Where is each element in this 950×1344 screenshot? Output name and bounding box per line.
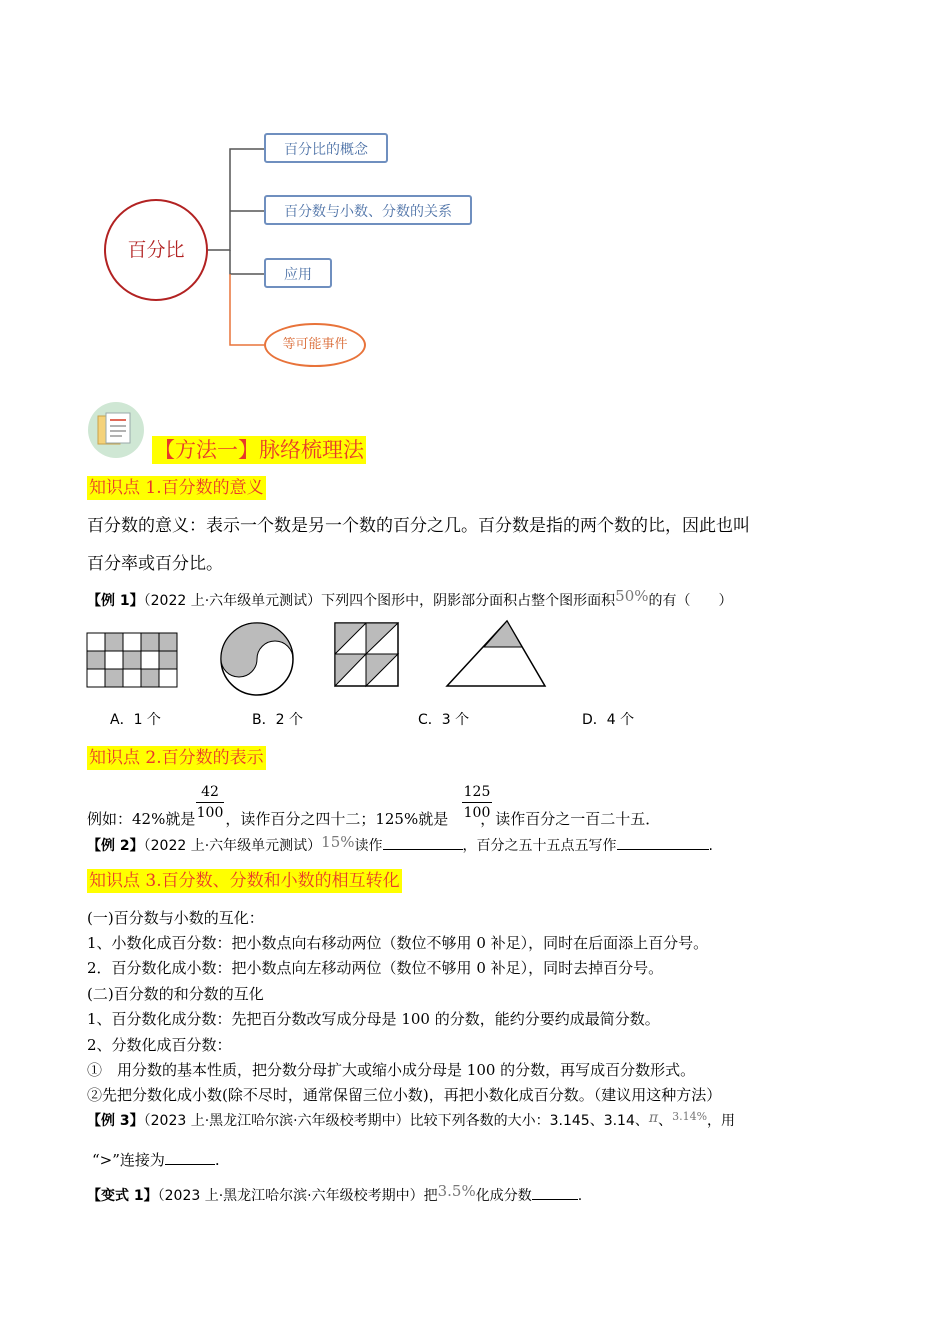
var1-label: 【变式 1】 (87, 1188, 158, 1204)
var1-end: . (577, 1188, 583, 1204)
fraction-denominator: 100 (463, 805, 491, 821)
kp2-example-part1: 例如：42%就是 (87, 810, 196, 828)
ex2-answer-blank-1[interactable] (383, 835, 463, 850)
kp2-title: 知识点 2.百分数的表示 (89, 748, 264, 768)
kp2-example-part3: ，读作百分之一百二十五． (480, 810, 661, 828)
figure-circle-yinyang (218, 620, 296, 698)
kp3-line-5: 1、百分数化成分数：先把百分数改写成分母是 100 的分数，能约分要约成最简分数。 (87, 1010, 660, 1028)
ex1-text: 下列四个图形中，阴影部分面积占整个图形面积 (321, 593, 616, 609)
ex2-text1: 读作 (354, 838, 383, 854)
var1-question (87, 1182, 583, 1206)
ex2-source: （2022 上·六年级单元测试） (143, 838, 322, 854)
ex3-source: （2023 上·黑龙江哈尔滨·六年级校考期中） (143, 1113, 410, 1129)
fraction-numerator: 125 (463, 784, 491, 800)
document-icon (88, 402, 144, 458)
ex3-pi: π (648, 1110, 659, 1126)
figure-triangle (444, 618, 548, 690)
kp3-line-6: 2、分数化成百分数： (87, 1036, 232, 1054)
ex1-source: （2022 上·六年级单元测试） (143, 593, 322, 609)
kp1-text-line1: 百分数的意义：表示一个数是另一个数的百分之几。百分数是指的两个数的比，因此也叫 (87, 516, 750, 536)
ex1-question (87, 587, 733, 611)
ex2-text2: ，百分之五十五点五写作 (462, 838, 617, 854)
ex1-label: 【例 1】 (87, 593, 144, 609)
mindmap-branch-application: 应用 (264, 258, 332, 288)
kp3-title: 知识点 3.百分数、分数和小数的相互转化 (89, 871, 400, 891)
var1-answer-blank[interactable] (532, 1185, 578, 1200)
ex2-percent: 15% (321, 833, 355, 851)
figure-grid-checker (86, 632, 180, 688)
ex2-question (87, 835, 713, 856)
var1-text1: 把 (423, 1188, 438, 1204)
ex2-end: . (708, 838, 713, 854)
ex3-end: . (214, 1151, 220, 1169)
ex1-text-end: 的有（ ） (648, 593, 733, 609)
kp2-example (87, 809, 660, 829)
kp3-line-4: (二)百分数的和分数的互化 (87, 985, 264, 1003)
ex2-answer-blank-2[interactable] (617, 835, 709, 850)
ex3-line2 (92, 1150, 220, 1170)
ex1-choice-a: A．1 个 (110, 712, 161, 728)
ex3-sep: 、 (658, 1113, 673, 1129)
mindmap-root: 百分比 (104, 199, 208, 301)
ex1-choice-c: C．3 个 (418, 712, 470, 728)
kp3-line-2: 1、小数化成百分数：把小数点向右移动两位（数位不够用 0 补足），同时在后面添上百分号。 (87, 934, 709, 952)
var1-text2: 化成分数 (475, 1188, 532, 1204)
ex3-pct: 3.14% (672, 1110, 708, 1123)
ex3-label: 【例 3】 (87, 1113, 144, 1129)
kp3-line-8: ②先把分数化成小数(除不尽时，通常保留三位小数)，再把小数化成百分数。（建议用这种方法） (87, 1086, 722, 1104)
kp3-line-1: (一)百分数与小数的互化： (87, 909, 264, 927)
ex1-choice-b: B．2 个 (252, 712, 303, 728)
ex3-after: ，用 (707, 1113, 736, 1129)
figure-square-triangles (334, 622, 400, 688)
kp1-text-line2: 百分率或百分比。 (87, 554, 223, 574)
ex3-question (87, 1111, 735, 1132)
ex2-label: 【例 2】 (87, 838, 144, 854)
method-title: 【方法一】脉络梳理法 (154, 438, 364, 462)
ex3-line2-text: “>”连接为 (92, 1151, 165, 1169)
ex1-choice-d: D．4 个 (582, 712, 635, 728)
ex1-percent: 50% (615, 587, 649, 605)
mindmap-branch-relation: 百分数与小数、分数的关系 (264, 195, 472, 225)
mindmap-branch-concept: 百分比的概念 (264, 133, 388, 163)
fraction-numerator: 42 (201, 784, 219, 800)
kp3-line-7: ① 用分数的基本性质，把分数分母扩大或缩小成分母是 100 的分数，再写成百分数形式。 (87, 1061, 696, 1079)
kp2-example-part2: ，读作百分之四十二；125%就是 (225, 810, 449, 828)
mindmap-branch-event: 等可能事件 (264, 323, 366, 367)
var1-pct: 3.5% (437, 1182, 476, 1200)
var1-source: （2023 上·黑龙江哈尔滨·六年级校考期中） (157, 1188, 424, 1204)
kp1-title: 知识点 1.百分数的意义 (89, 478, 264, 498)
ex3-answer-blank[interactable] (165, 1150, 215, 1165)
ex3-text: 比较下列各数的大小：3.145、3.14、 (409, 1113, 649, 1129)
kp3-line-3: 2．百分数化成小数：把小数点向左移动两位（数位不够用 0 补足），同时去掉百分号。 (87, 959, 664, 977)
fraction-denominator: 100 (196, 805, 224, 821)
